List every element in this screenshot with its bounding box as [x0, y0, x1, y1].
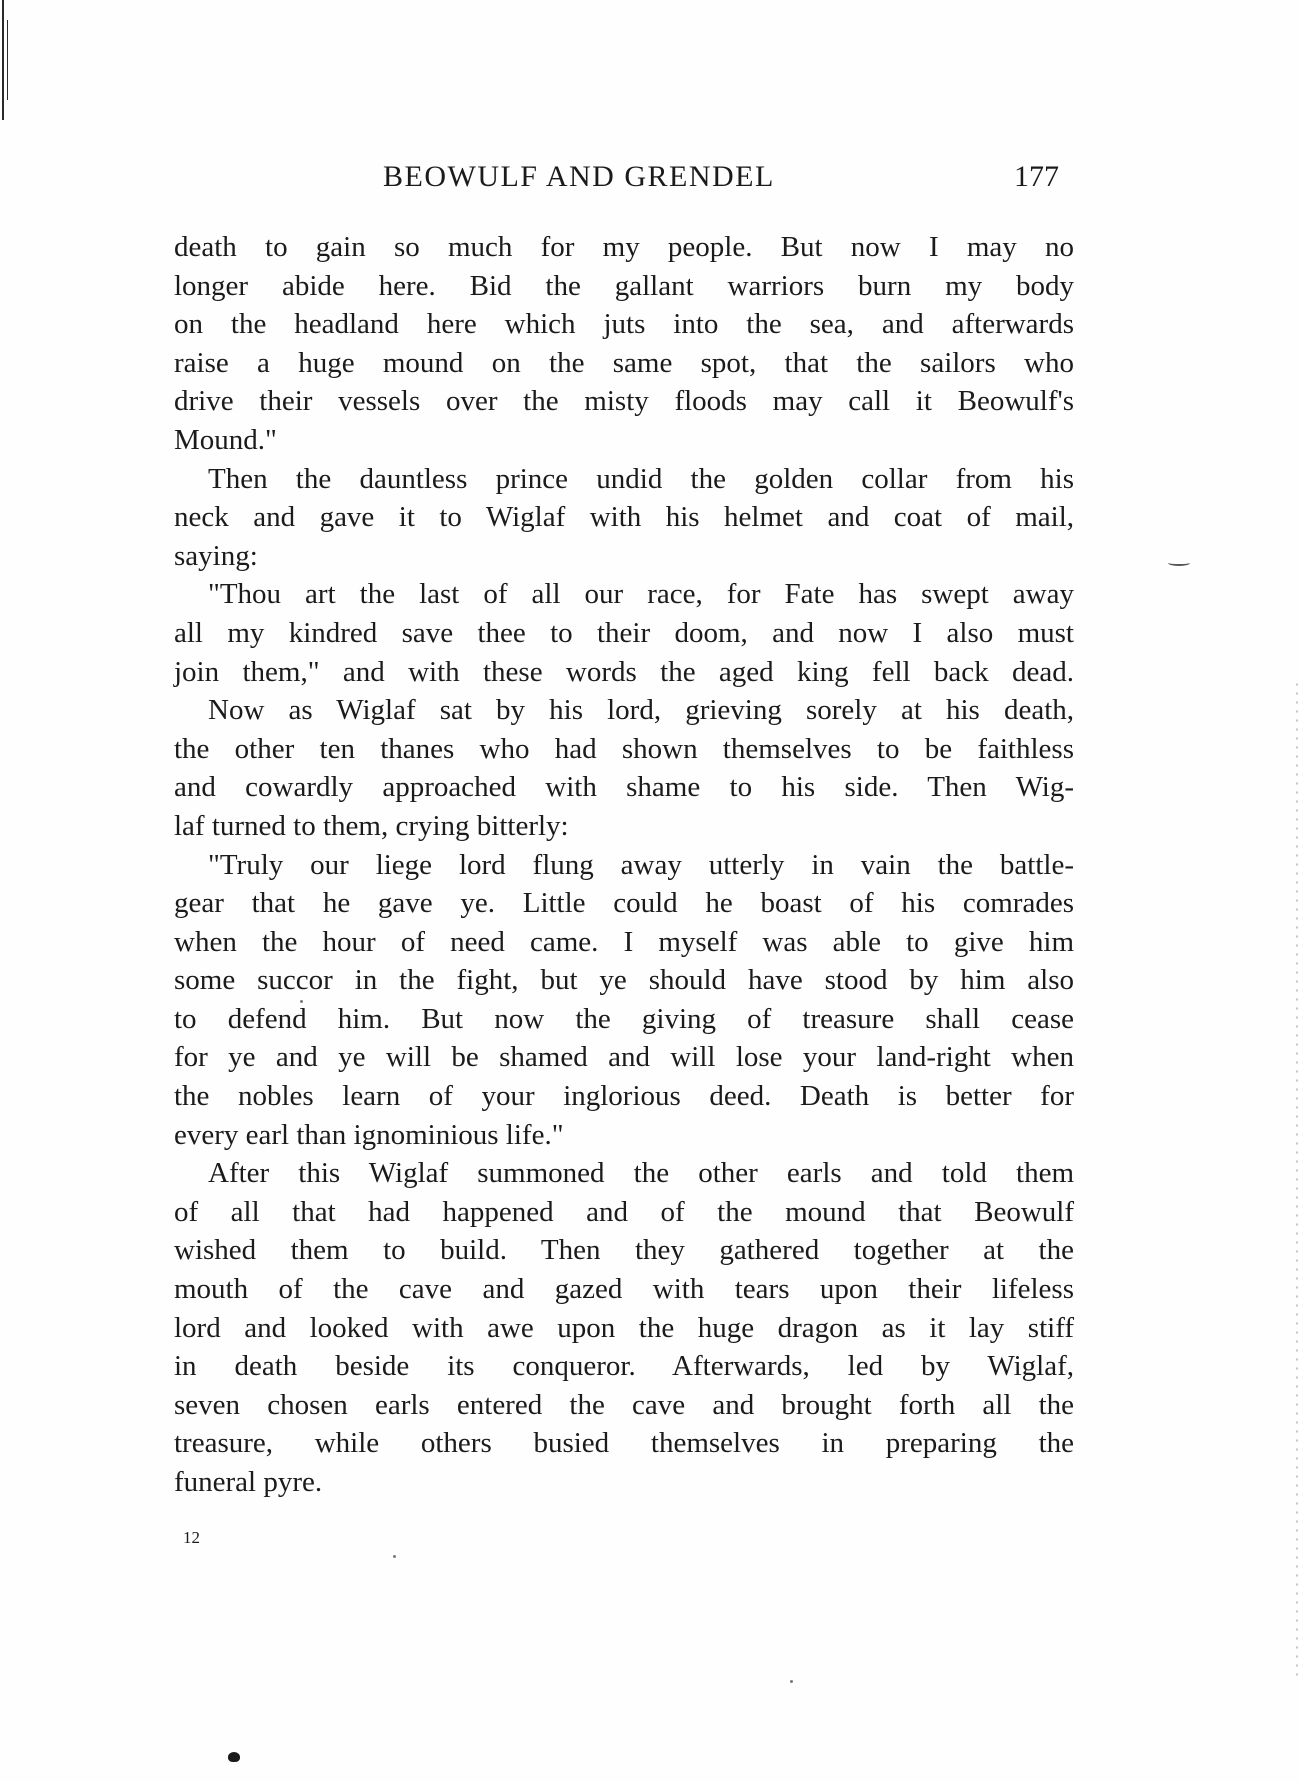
signature-mark: 12 — [183, 1528, 200, 1547]
text-line: gear that he gave ye. Little could he boast of his comrades — [174, 887, 1074, 920]
text-line: all my kindred save thee to their doom, and now I also must — [174, 616, 1074, 649]
page-header — [170, 160, 1070, 204]
text-line: treasure, while others busied themselves in preparing the — [174, 1427, 1074, 1460]
text-line: Mound." — [174, 423, 277, 456]
text-line: wished them to build. Then they gathered together at the — [174, 1234, 1074, 1267]
page-number: 177 — [1014, 160, 1059, 193]
text-line: Now as Wiglaf sat by his lord, grieving sorely at his death, — [208, 694, 1074, 727]
binding-edge — [2, 0, 4, 120]
text-line: laf turned to them, crying bitterly: — [174, 809, 569, 842]
text-line: After this Wiglaf summoned the other earls and told them — [208, 1157, 1074, 1190]
text-line: saying: — [174, 539, 258, 572]
text-line: neck and gave it to Wiglaf with his helmet and coat of mail, — [174, 501, 1074, 534]
scan-speck — [300, 1000, 303, 1003]
text-line: in death beside its conqueror. Afterwards, led by Wiglaf, — [174, 1350, 1074, 1383]
text-line: every earl than ignominious life." — [174, 1118, 564, 1151]
text-line: for ye and ye will be shamed and will lose your land-right when — [174, 1041, 1074, 1074]
text-line: funeral pyre. — [174, 1466, 323, 1498]
scan-speck — [393, 1555, 396, 1558]
text-line: the nobles learn of your inglorious deed. Death is better for — [174, 1080, 1074, 1113]
text-line: longer abide here. Bid the gallant warriors burn my body — [174, 269, 1074, 302]
text-line: when the hour of need came. I myself was able to give him — [174, 925, 1074, 958]
text-line: lord and looked with awe upon the huge dragon as it lay stiff — [174, 1311, 1074, 1344]
text-line: death to gain so much for my people. But now I may no — [174, 231, 1074, 263]
margin-mark — [1168, 560, 1190, 566]
text-line: "Thou art the last of all our race, for Fate has swept away — [208, 578, 1074, 611]
text-line: some succor in the fight, but ye should have stood by him also — [174, 964, 1074, 997]
text-line: seven chosen earls entered the cave and brought forth all the — [174, 1388, 1074, 1421]
running-head: BEOWULF AND GRENDEL — [383, 160, 775, 193]
text-line: drive their vessels over the misty floods may call it Beowulf's — [174, 385, 1074, 418]
text-line: "Truly our liege lord flung away utterly in vain the battle- — [208, 848, 1074, 881]
text-line: to defend him. But now the giving of treasure shall cease — [174, 1002, 1074, 1035]
binding-edge-inner — [7, 20, 8, 100]
text-line: on the headland here which juts into the sea, and afterwards — [174, 308, 1074, 341]
text-line: the other ten thanes who had shown themselves to be faithless — [174, 732, 1074, 765]
text-line: join them," and with these words the aged king fell back dead. — [174, 655, 1074, 688]
text-line: of all that had happened and of the mound that Beowulf — [174, 1195, 1074, 1228]
text-line: and cowardly approached with shame to his side. Then Wig- — [174, 771, 1074, 804]
text-line: Then the dauntless prince undid the golden collar from his — [208, 462, 1074, 495]
ink-blot — [228, 1752, 240, 1762]
text-line: mouth of the cave and gazed with tears upon their lifeless — [174, 1273, 1074, 1306]
text-line: raise a huge mound on the same spot, that the sailors who — [174, 346, 1074, 379]
body-text — [174, 228, 1074, 1502]
scan-speck — [790, 1680, 793, 1683]
scan-noise — [1294, 680, 1300, 1680]
